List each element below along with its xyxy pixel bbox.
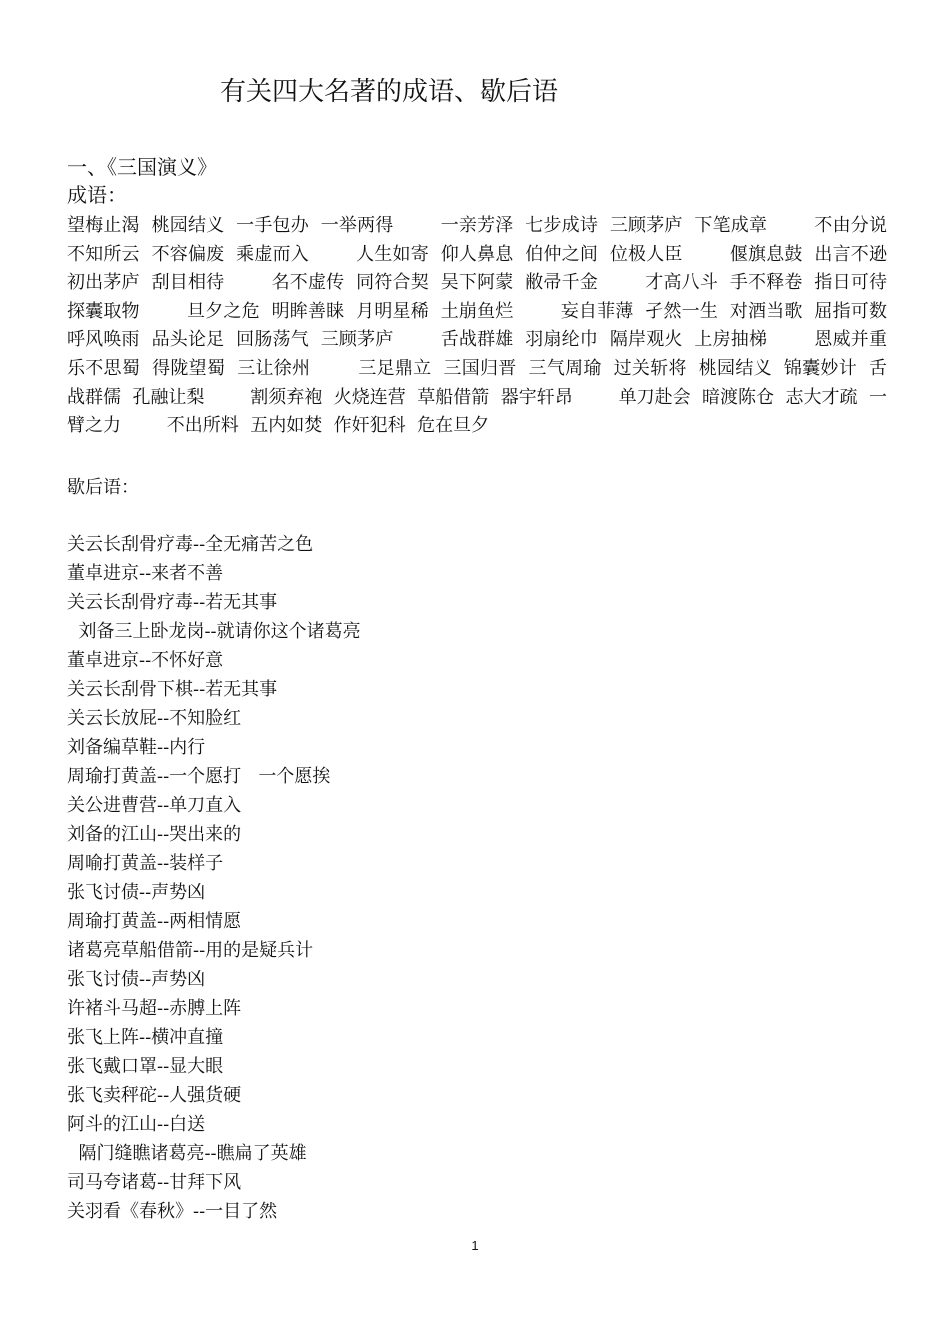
xiehouyu-item: 张飞上阵--横冲直撞 (67, 1027, 224, 1048)
xiehouyu-item: 关羽看《春秋》--一目了然 (67, 1201, 278, 1222)
idioms-paragraph: 望梅止渴 桃园结义 一手包办 一举两得 一亲芳泽 七步成诗 三顾茅庐 下笔成章 不由分说 不知所云 不容偏废 乘虚而入 人生如寄 仰人鼻息 伯仲之间 位极人臣 偃旗息鼓 出言不逊 初出茅庐 刮目相待 名不虚传 同符合契 吴下阿蒙 敝帚千金 才高八斗 手不释卷 指日可待 探囊取物 旦夕之危 明眸善睐 月明星稀 土崩鱼烂 妄自菲薄 孑然一生 对酒当歌 屈指可数 呼风唤雨 品头论足 回肠荡气 三顾茅庐 舌战群雄 羽扇纶巾 隔岸观火 上房抽梯 恩威并重 乐不思蜀 得陇望蜀 三让徐州 三足鼎立 三国归晋 三气周瑜 过关斩将 桃园结义 锦囊妙计 舌战群儒 孔融让梨 割须弃袍 火烧连营 草船借箭 器宇轩昂 单刀赴会 暗渡陈仓 志大才疏 一臂之力 不出所料 五内如焚 作奸犯科 危在旦夕 (67, 215, 933, 437)
xiehouyu-item: 张飞戴口罩--显大眼 (67, 1056, 224, 1077)
xiehouyu-item: 张飞卖秤砣--人强货硬 (67, 1085, 242, 1106)
document-title: 有关四大名著的成语、歇后语 (220, 77, 559, 107)
xiehouyu-item: 阿斗的江山--白送 (67, 1114, 206, 1135)
xiehouyu-item: 张飞讨债--声势凶 (67, 969, 206, 990)
xiehouyu-item: 许褚斗马超--赤膊上阵 (67, 998, 242, 1019)
xiehouyu-item: 刘备三上卧龙岗--就请你这个诸葛亮 (67, 621, 361, 642)
section-heading: 一、《三国演义》 (67, 155, 217, 179)
xiehouyu-list (67, 530, 361, 1226)
xiehouyu-label: 歇后语： (67, 477, 139, 498)
xiehouyu-item: 关云长刮骨疗毒--全无痛苦之色 (67, 534, 314, 555)
xiehouyu-item: 关云长放屁--不知脸红 (67, 708, 242, 729)
xiehouyu-item: 司马夸诸葛--甘拜下风 (67, 1172, 242, 1193)
xiehouyu-item: 周瑜打黄盖--两相情愿 (67, 911, 242, 932)
xiehouyu-item: 董卓进京--不怀好意 (67, 650, 224, 671)
xiehouyu-item: 周喻打黄盖--装样子 (67, 853, 224, 874)
xiehouyu-item: 关云长刮骨下棋--若无其事 (67, 679, 278, 700)
page-number: 1 (471, 1238, 479, 1253)
xiehouyu-item: 关云长刮骨疗毒--若无其事 (67, 592, 278, 613)
idioms-label: 成语： (67, 183, 127, 207)
xiehouyu-item: 关公进曹营--单刀直入 (67, 795, 242, 816)
xiehouyu-item: 隔门缝瞧诸葛亮--瞧扁了英雄 (67, 1143, 307, 1164)
xiehouyu-item: 刘备的江山--哭出来的 (67, 824, 242, 845)
xiehouyu-item: 诸葛亮草船借箭--用的是疑兵计 (67, 940, 314, 961)
xiehouyu-item: 刘备编草鞋--内行 (67, 737, 206, 758)
xiehouyu-item: 张飞讨债--声势凶 (67, 882, 206, 903)
xiehouyu-item: 周瑜打黄盖--一个愿打 一个愿挨 (67, 766, 331, 787)
xiehouyu-item: 董卓进京--来者不善 (67, 563, 224, 584)
